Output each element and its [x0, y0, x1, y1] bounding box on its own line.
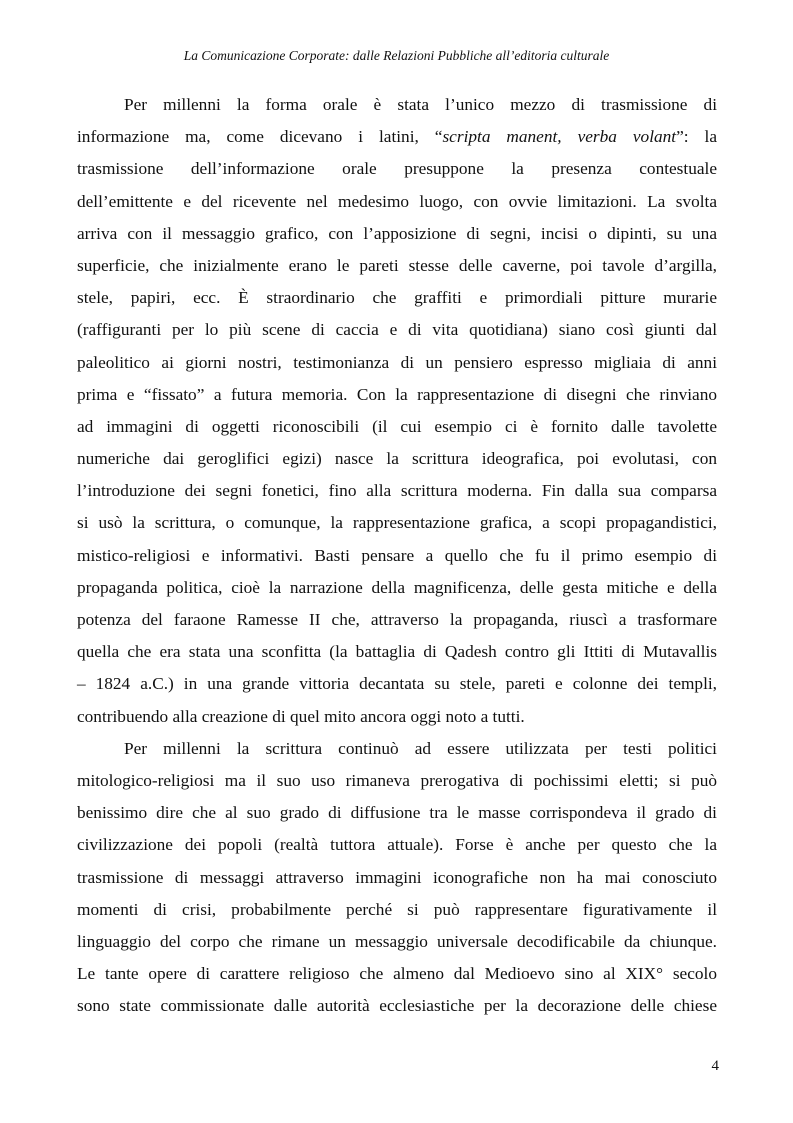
- text-line: l’introduzione dei segni fonetici, fino alla scrittura moderna. Fin dalla sua comparsa: [77, 481, 717, 501]
- text-line: arriva con il messaggio grafico, con l’apposizione di segni, incisi o dipinti, su una: [77, 223, 717, 243]
- text-line: si usò la scrittura, o comunque, la rappresentazione grafica, a scopi propagandistici,: [77, 513, 717, 533]
- text-line: benissimo dire che al suo grado di diffusione tra le masse corrispondeva il grado di: [77, 803, 717, 823]
- text-line: paleolitico ai giorni nostri, testimonianza di un pensiero espresso migliaia di anni: [77, 352, 717, 372]
- text-line: propaganda politica, cioè la narrazione della magnificenza, delle gesta mitiche e della: [77, 577, 717, 597]
- text-line: quella che era stata una sconfitta (la battaglia di Qadesh contro gli Ittiti di Mutavallis: [77, 642, 717, 662]
- text-line: trasmissione dell’informazione orale presuppone la presenza contestuale: [77, 159, 717, 179]
- text-line: trasmissione di messaggi attraverso immagini iconografiche non ha mai conosciuto: [77, 867, 717, 887]
- text-span: informazione ma, come dicevano i latini, “: [77, 127, 443, 147]
- text-line: (raffiguranti per lo più scene di caccia e di vita quotidiana) siano così giunti dal: [77, 320, 717, 340]
- body-text: [77, 89, 717, 1022]
- page-number: 4: [711, 1058, 719, 1074]
- latin-quote: scripta manent, verba volant: [442, 127, 677, 147]
- text-line: [77, 121, 717, 153]
- text-line: superficie, che inizialmente erano le pareti stesse delle caverne, poi tavole d’argilla,: [77, 255, 717, 275]
- text-line: dell’emittente e del ricevente nel medesimo luogo, con ovvie limitazioni. La svolta: [77, 191, 717, 211]
- text-line: stele, papiri, ecc. È straordinario che graffiti e primordiali pitture murarie: [77, 288, 717, 308]
- text-line: Per millenni la scrittura continuò ad essere utilizzata per testi politici: [124, 738, 717, 758]
- text-line: mistico-religiosi e informativi. Basti pensare a quello che fu il primo esempio di: [77, 545, 717, 565]
- running-header: La Comunicazione Corporate: dalle Relazioni Pubbliche all’editoria culturale: [183, 48, 610, 63]
- text-line: ad immagini di oggetti riconoscibili (il cui esempio ci è fornito dalle tavolette: [77, 416, 717, 436]
- text-line: potenza del faraone Ramesse II che, attraverso la propaganda, riuscì a trasformare: [77, 610, 717, 629]
- paragraph-2: [77, 733, 717, 1023]
- text-line: – 1824 a.C.) in una grande vittoria decantata su stele, pareti e colonne dei templi,: [77, 674, 717, 694]
- text-line: momenti di crisi, probabilmente perché si può rappresentare figurativamente il: [77, 899, 717, 919]
- text-line: contribuendo alla creazione di quel mito ancora oggi noto a tutti.: [77, 706, 525, 726]
- text-line: civilizzazione dei popoli (realtà tuttora attuale). Forse è anche per questo che la: [77, 835, 717, 855]
- text-line: Per millenni la forma orale è stata l’unico mezzo di trasmissione di: [124, 95, 717, 114]
- text-line: numeriche dai geroglifici egizi) nasce la scrittura ideografica, poi evolutasi, con: [77, 449, 717, 469]
- text-span: ”: la: [676, 127, 718, 147]
- text-line: sono state commissionate dalle autorità ecclesiastiche per la decorazione delle chiese: [77, 996, 717, 1016]
- text-line: linguaggio del corpo che rimane un messaggio universale decodificabile da chiunque.: [77, 931, 717, 951]
- text-line: prima e “fissato” a futura memoria. Con la rappresentazione di disegni che rinviano: [77, 384, 717, 404]
- text-line: mitologico-religiosi ma il suo uso rimaneva prerogativa di pochissimi eletti; si può: [77, 770, 717, 790]
- text-line: Le tante opere di carattere religioso che almeno dal Medioevo sino al XIX° secolo: [77, 964, 717, 984]
- paragraph-1: [77, 89, 717, 733]
